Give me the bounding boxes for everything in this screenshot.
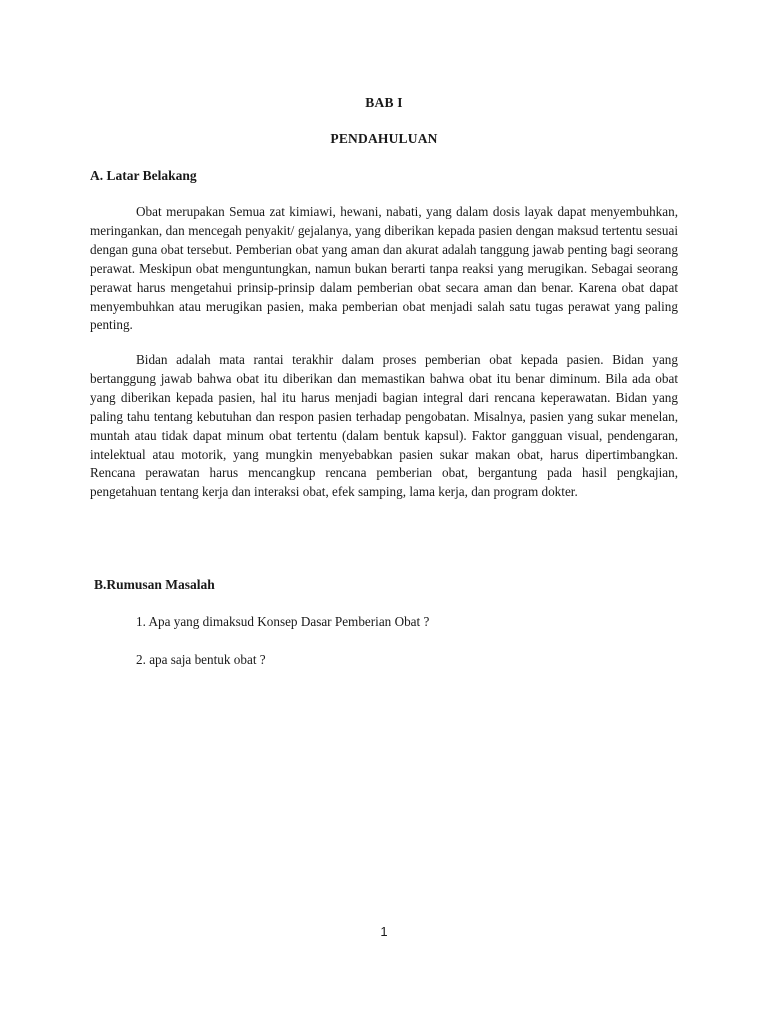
page-number: 1 — [380, 924, 388, 939]
section-heading-latar-belakang: A. Latar Belakang — [90, 168, 197, 183]
chapter-title: PENDAHULUAN — [330, 131, 438, 146]
section-heading-rumusan-masalah: B.Rumusan Masalah — [94, 577, 215, 592]
paragraph-1: Obat merupakan Semua zat kimiawi, hewani, nabati, yang dalam dosis layak dapat menyembuhkan, meringankan, dan mencegah penyakit/ gejalanya, yang diberikan kepada pasien dengan maksud tertentu sesuai dengan guna obat tersebut. Pemberian obat yang aman dan akurat adalah tanggung jawab penting bagi seorang perawat. Meskipun obat menguntungkan, namun bukan berarti tanpa reaksi yang merugikan. Sebagai seorang perawat harus mengetahui prinsip-prinsip dalam pemberian obat secara aman dan benar. Karena obat dapat menyembuhkan atau merugikan pasien, maka pemberian obat menjadi salah satu tugas perawat yang paling penting. — [90, 204, 678, 333]
paragraph-2: Bidan adalah mata rantai terakhir dalam proses pemberian obat kepada pasien. Bidan yang bertanggung jawab bahwa obat itu diberikan dan memastikan bahwa obat itu benar diminum. Bila ada obat yang diberikan kepada pasien, hal itu harus menjadi bagian integral dari rencana keperawatan. Bidan yang paling tahu tentang kebutuhan dan respon pasien terhadap pengobatan. Misalnya, pasien yang sukar menelan, muntah atau tidak dapat minum obat tertentu (dalam bentuk kapsul). Faktor gangguan visual, pendengaran, intelektual atau motorik, yang mungkin menyebabkan pasien sukar makan obat, harus dipertimbangkan. Rencana perawatan harus mencangkup rencana pemberian obat, bergantung pada hasil pengkajian, pengetahuan tentang kerja dan interaksi obat, efek samping, lama kerja, dan program dokter. — [90, 352, 678, 500]
list-item: 1. Apa yang dimaksud Konsep Dasar Pemberian Obat ? — [136, 614, 430, 629]
chapter-label: BAB I — [365, 95, 403, 110]
list-item: 2. apa saja bentuk obat ? — [136, 652, 266, 667]
